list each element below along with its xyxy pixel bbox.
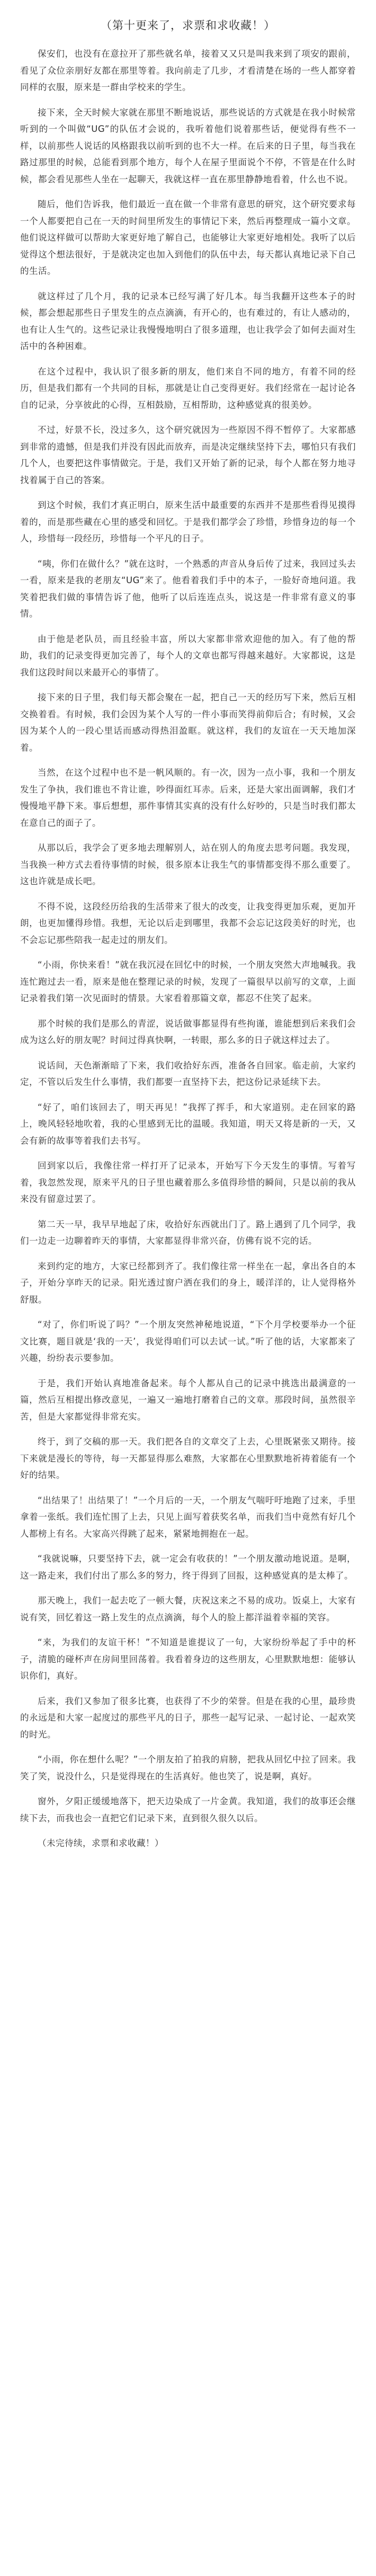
story-paragraph: 窗外，夕阳正缓缓地落下，把天边染成了一片金黄。我知道，我们的故事还会继续下去，而我也会一直把它们记录下来，直到很久很久以后。 (20, 1796, 356, 1823)
story-paragraph: “对了，你们听说了吗？”一个朋友突然神秘地说道，“下个月学校要举办一个征文比赛，题目就是‘我的一天’，我觉得咱们可以去试一试。”听了他的话，大家都来了兴趣，纷纷表示要参加。 (20, 1320, 356, 1363)
story-body (20, 46, 356, 1852)
story-paragraph: 后来，我们又参加了很多比赛，也获得了不少的荣誉。但是在我的心里，最珍贵的永远是和大家一起度过的那些平凡的日子，那些一起写记录、一起讨论、一起欢笑的时光。 (20, 1696, 356, 1740)
story-paragraph: 于是，我们开始认真地准备起来。每个人都从自己的记录中挑选出最满意的一篇，然后互相提出修改意见，一遍又一遍地打磨着自己的文章。那段时间，虽然很辛苦，但是大家都觉得非常充实。 (20, 1378, 356, 1422)
story-paragraph: 接下来的日子里，我们每天都会聚在一起，把自己一天的经历写下来，然后互相交换着看。有时候，我们会因为某个人写的一件小事而笑得前仰后合；有时候，又会因为某个人的一段心里话而感动得热泪盈眶。就这样，我们的友谊在一天天地加深着。 (20, 692, 356, 753)
story-paragraph: 那天晚上，我们一起去吃了一顿大餐，庆祝这来之不易的成功。饭桌上，大家有说有笑，回忆着这一路上发生的点点滴滴，每个人的脸上都洋溢着幸福的笑容。 (20, 1595, 356, 1623)
story-paragraph: “来，为我们的友谊干杯！”不知道是谁提议了一句，大家纷纷举起了手中的杯子，清脆的碰杯声在房间里回荡着。我看着身边的这些朋友，心里默默地想：能够认识你们，真好。 (20, 1637, 356, 1681)
story-paragraph: 来到约定的地方，大家已经都到齐了。我们像往常一样坐在一起，拿出各自的本子，开始分享昨天的记录。阳光透过窗户洒在我们的身上，暖洋洋的，让人觉得格外舒服。 (20, 1261, 356, 1305)
story-paragraph: 回到家以后，我像往常一样打开了记录本，开始写下今天发生的事情。写着写着，我忽然发现，原来平凡的日子里也藏着那么多值得珍惜的瞬间，只是以前的我从来没有留意过罢了。 (20, 1161, 356, 1204)
chapter-title: （第十更来了，求票和求收藏！） (101, 19, 275, 32)
story-paragraph: 第二天一早，我早早地起了床，收拾好东西就出门了。路上遇到了几个同学，我们一边走一边聊着昨天的事情，大家都显得非常兴奋，仿佛有说不完的话。 (20, 1219, 356, 1246)
story-paragraph: 随后，他们告诉我，他们最近一直在做一个非常有意思的研究，这个研究要求每一个人都要把自己在一天的时间里所发生的事情记下来，然后再整理成一篇小文章。他们说这样做可以帮助大家更好地了解自己，也能够让大家更好地相处。我听了以后觉得这个想法很好，于是就决定也加入到他们的队伍中去，每天都认真地记录下自己的生活。 (20, 199, 356, 276)
story-paragraph: 那个时候的我们是那么的青涩，说话做事都显得有些拘谨，谁能想到后来我们会成为这么好的朋友呢？时间过得真快啊，一转眼，那么多的日子就这样过去了。 (20, 1018, 356, 1045)
story-paragraph: 不得不说，这段经历给我的生活带来了很大的改变，让我变得更加乐观，更加开朗，也更加懂得珍惜。我想，无论以后走到哪里，我都不会忘记这段美好的时光，也不会忘记那些陪我一起走过的朋友们。 (20, 901, 356, 945)
story-paragraph: 终于，到了交稿的那一天。我们把各自的文章交了上去，心里既紧张又期待。接下来就是漫长的等待，每一天都显得那么难熬，大家都在心里默默地祈祷着能有一个好的结果。 (20, 1437, 356, 1480)
story-paragraph: 从那以后，我学会了更多地去理解别人，站在别人的角度去思考问题。我发现，当我换一种方式去看待事情的时候，很多原本让我生气的事情都变得不那么重要了。这也许就是成长吧。 (20, 843, 356, 886)
story-paragraph: 当然，在这个过程中也不是一帆风顺的。有一次，因为一点小事，我和一个朋友发生了争执，我们谁也不肯让谁，吵得面红耳赤。后来，还是大家出面调解，我们才慢慢地平静下来。事后想想，那件事情其实真的没有什么好吵的，只是当时我们都太在意自己的面子了。 (20, 768, 356, 828)
story-paragraph: 说话间，天色渐渐暗了下来，我们收拾好东西，准备各自回家。临走前，大家约定，不管以后发生什么事情，我们都要一直坚持下去，把这份记录延续下去。 (20, 1060, 356, 1087)
story-paragraph: 由于他是老队员，而且经验丰富，所以大家都非常欢迎他的加入。有了他的帮助，我们的记录变得更加完善了，每个人的文章也都写得越来越好。大家都说，这是我们这段时间以来最开心的事情了。 (20, 634, 356, 678)
story-paragraph: 不过，好景不长，没过多久，这个研究就因为一些原因不得不暂停了。大家都感到非常的遗憾，但是我们并没有因此而放弃，而是决定继续坚持下去，哪怕只有我们几个人，也要把这件事情做完。于是，我们又开始了新的记录，每个人都在努力地寻找着属于自己的答案。 (20, 425, 356, 485)
story-paragraph: 保安们，也没有在意拉开了那些就名单，接着又又只是叫我来到了项安的跟前，看见了众位亲朋好友都在那里等着。我向前走了几步，才看清楚在场的一些人都穿着同样的衣服，原来是一群由学校来的学生。 (20, 49, 356, 92)
story-paragraph: “咦，你们在做什么？”就在这时，一个熟悉的声音从身后传了过来，我回过头去一看，原来是我的老朋友“UG”来了。他看着我们手中的本子，一脸好奇地问道。我笑着把我们做的事情告诉了他，他听了以后连连点头，说这是一件非常有意义的事情。 (20, 558, 356, 619)
story-paragraph: 接下来，全天时候大家就在那里不断地说话，那些说话的方式就是在我小时候常听到的一个叫做“UG”的队伍才会说的，我听着他们说着那些话，便觉得有些不一样，以前那些人说话的风格跟我以前听到的也不大一样。在后来的日子里，每当我在路过那里的时候，总能看到那个地方，每个人在屋子里面说个不停，不管是在什么时候，都会看见那些人坐在一起聊天，我就这样一直在那里静静地看着，什么也不说。 (20, 107, 356, 184)
story-paragraph: “我就说嘛，只要坚持下去，就一定会有收获的！”一个朋友激动地说道。是啊，这一路走来，我们付出了那么多的努力，终于得到了回报，这种感觉真的是太棒了。 (20, 1554, 356, 1581)
story-paragraph: （未完待续，求票和求收藏！） (38, 1838, 164, 1848)
story-paragraph: 在这个过程中，我认识了很多新的朋友，他们来自不同的地方，有着不同的经历，但是我们都有一个共同的目标，那就是让自己变得更好。我们经常在一起讨论各自的记录，分享彼此的心得，互相鼓励，互相帮助，这种感觉真的很美妙。 (20, 366, 356, 410)
story-paragraph: “小雨，你在想什么呢？”一个朋友拍了拍我的肩膀，把我从回忆中拉了回来。我笑了笑，说没什么，只是觉得现在的生活真好。他也笑了，说是啊，真好。 (20, 1754, 356, 1781)
story-paragraph: 就这样过了几个月，我的记录本已经写满了好几本。每当我翻开这些本子的时候，都会想起那些日子里发生的点点滴滴，有开心的，也有难过的，有让人感动的，也有让人生气的。这些记录让我慢慢地明白了很多道理，也让我学会了如何去面对生活中的各种困难。 (20, 291, 356, 351)
story-paragraph: 到这个时候，我们才真正明白，原来生活中最重要的东西并不是那些看得见摸得着的，而是那些藏在心里的感受和回忆。于是我们都学会了珍惜，珍惜身边的每一个人，珍惜每一段经历，珍惜每一个平凡的日子。 (20, 500, 356, 543)
story-paragraph: “好了，咱们该回去了，明天再见！”我挥了挥手，和大家道别。走在回家的路上，晚风轻轻地吹着，我的心里感到无比的温暖。我知道，明天又将是新的一天，又会有新的故事等着我们去书写。 (20, 1102, 356, 1146)
story-paragraph: “小雨，你快来看！”就在我沉浸在回忆中的时候，一个朋友突然大声地喊我。我连忙跑过去一看，原来是他在整理记录的时候，发现了一篇很早以前写的文章，上面记录着我们第一次见面时的情景。大家看着那篇文章，都忍不住笑了起来。 (20, 960, 356, 1003)
story-paragraph: “出结果了！出结果了！”一个月后的一天，一个朋友气喘吁吁地跑了过来，手里拿着一张纸。我们连忙围了上去，只见上面写着获奖名单，而我们当中竟然有好几个人都榜上有名。大家高兴得跳了起来，紧紧地拥抱在一起。 (20, 1495, 356, 1539)
